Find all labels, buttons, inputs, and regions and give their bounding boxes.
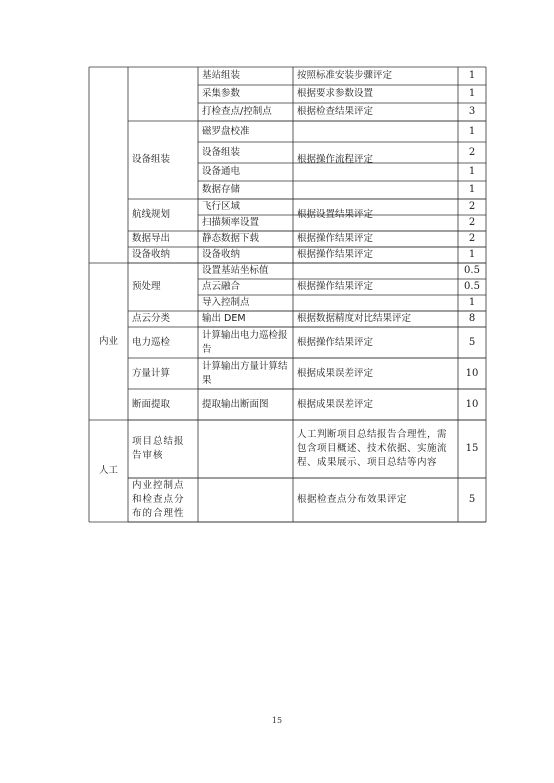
item-cell: 设备通电: [202, 166, 241, 177]
item-cell: 输出 DEM: [202, 313, 246, 324]
criterion-cell: 根据检查点分布效果评定: [297, 494, 408, 505]
criterion-cell: 根据操作结果评定: [297, 233, 374, 244]
category-cell: 项目总结报告审核: [132, 436, 185, 461]
score-cell: 2: [468, 217, 476, 228]
item-cell: 采集参数: [202, 88, 241, 99]
score-cell: 0.5: [464, 281, 480, 292]
score-cell: 8: [468, 313, 476, 324]
score-cell: 15: [465, 443, 479, 454]
category-cell: 断面提取: [132, 398, 171, 410]
score-cell: 3: [468, 106, 476, 117]
section-cell: 人工: [98, 465, 118, 476]
criterion-cell: 根据设置结果评定: [297, 209, 374, 220]
page-number: 15: [271, 716, 283, 725]
category-cell: 航线规划: [132, 209, 171, 220]
score-cell: 1: [468, 249, 476, 260]
score-cell: 2: [468, 201, 476, 212]
item-cell: 静态数据下载: [202, 233, 260, 244]
item-cell: 飞行区域: [202, 201, 241, 212]
criterion-cell: 人工判断项目总结报告合理性，需包含项目概述、技术依据、实施流程、成果展示、项目总结等内容: [297, 429, 448, 468]
criterion-cell: 根据操作结果评定: [297, 249, 374, 260]
score-cell: 1: [468, 125, 476, 137]
category-cell: 内业控制点和检查点分布的合理性: [132, 480, 185, 519]
score-cell: 2: [468, 233, 476, 244]
score-cell: 1: [468, 88, 476, 99]
item-cell: 设置基站坐标值: [202, 265, 269, 276]
category-cell: 点云分类: [132, 313, 171, 324]
score-cell: 5: [468, 336, 476, 348]
item-cell: 点云融合: [202, 281, 241, 292]
score-cell: 1: [468, 166, 476, 177]
item-cell: 磁罗盘校准: [202, 125, 250, 137]
score-cell: 2: [468, 146, 476, 158]
item-cell: 基站组装: [202, 70, 241, 81]
item-cell: 导入控制点: [202, 297, 250, 308]
category-cell: 设备收纳: [132, 249, 171, 260]
criterion-cell: 根据操作流程评定: [297, 154, 374, 165]
criterion-cell: 根据数据精度对比结果评定: [297, 313, 412, 324]
item-cell: 设备收纳: [202, 249, 241, 260]
score-cell: 1: [468, 297, 476, 308]
section-cell: 内业: [98, 335, 118, 347]
criterion-cell: 根据要求参数设置: [297, 88, 374, 99]
criterion-cell: 根据成果误差评定: [297, 398, 374, 410]
item-cell: 扫描频率设置: [202, 217, 260, 228]
category-cell: 方量计算: [132, 367, 171, 379]
criterion-cell: 根据操作结果评定: [297, 336, 374, 348]
criterion-cell: 按照标准安装步骤评定: [297, 70, 393, 81]
criterion-cell: 根据操作结果评定: [297, 281, 374, 292]
criterion-cell: 根据检查结果评定: [297, 106, 374, 117]
category-cell: 设备组装: [132, 154, 171, 165]
score-cell: 0.5: [464, 265, 480, 276]
score-cell: 10: [465, 398, 479, 410]
category-cell: 预处理: [132, 281, 161, 292]
score-cell: 1: [468, 184, 476, 195]
category-cell: 数据导出: [132, 233, 171, 244]
item-cell: 打检查点/控制点: [202, 106, 272, 117]
item-cell: 计算输出方量计算结果: [202, 360, 288, 386]
category-cell: 电力巡检: [132, 336, 171, 348]
score-cell: 10: [465, 367, 479, 379]
item-cell: 设备组装: [202, 146, 241, 158]
score-cell: 1: [468, 70, 476, 81]
criterion-cell: 根据成果误差评定: [297, 367, 374, 379]
item-cell: 数据存储: [202, 184, 241, 195]
item-cell: 提取输出断面图: [202, 398, 269, 410]
item-cell: 计算输出电力巡检报告: [202, 329, 288, 355]
score-cell: 5: [468, 494, 476, 505]
